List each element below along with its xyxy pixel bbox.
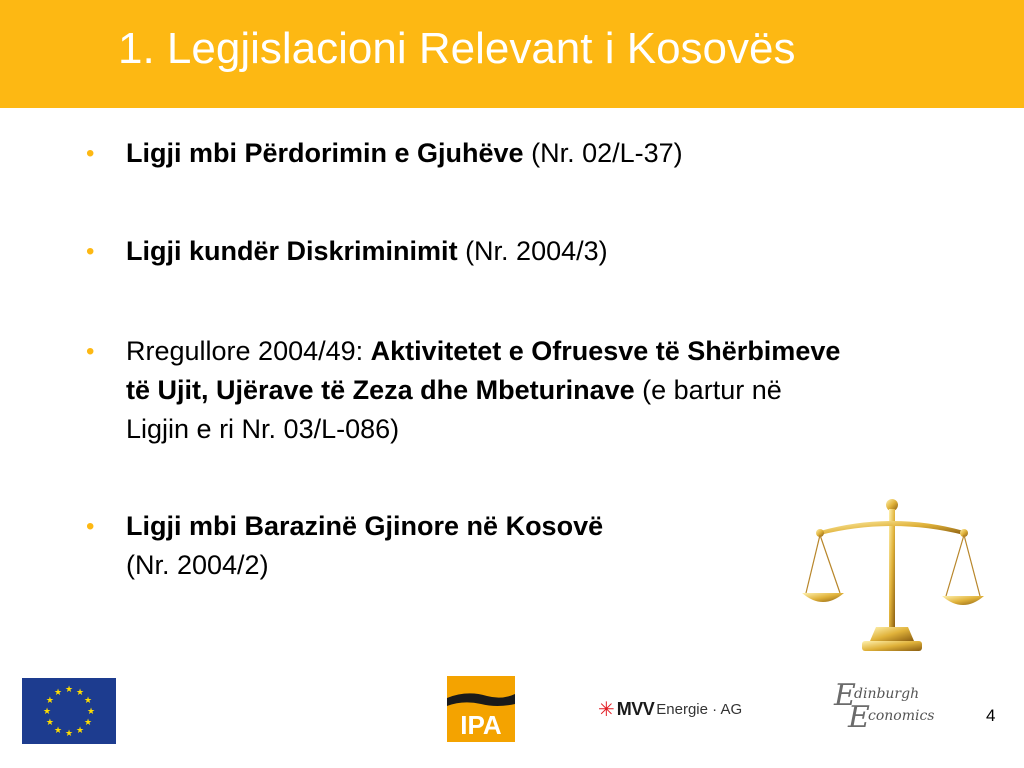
eu-star-icon: ★ [45, 717, 54, 727]
eu-star-icon: ★ [45, 695, 54, 705]
eu-star-icon: ★ [86, 706, 96, 716]
bullet-bold-text: Ligji mbi Barazinë Gjinore në Kosovë [126, 511, 604, 541]
bullet-bold-text: Ligji kundër Diskriminimit [126, 236, 458, 266]
bullet-prefix-text: Rregullore 2004/49: [126, 336, 371, 366]
bullet-normal-text: (Nr. 02/L-37) [523, 138, 683, 168]
mvv-energie-logo [598, 698, 742, 720]
slide-title: 1. Legjislacioni Relevant i Kosovës [118, 24, 796, 73]
eu-star-icon: ★ [84, 695, 93, 705]
bullet-text [126, 507, 886, 585]
ed-logo-word: dinburgh [854, 686, 920, 702]
bullet-marker: • [86, 140, 95, 167]
bullet-normal-text: (Nr. 2004/3) [457, 236, 608, 266]
eu-flag-logo [22, 678, 116, 744]
bullet-bold-text: Aktivitetet e Ofruesve të Shërbimeve të Ujit, Ujërave të Zeza dhe Mbeturinave [126, 336, 841, 405]
bullet-text [126, 332, 846, 449]
eu-star-icon: ★ [84, 717, 93, 727]
mvv-star-icon: ✳ [598, 698, 615, 721]
bullet-bold-text: Ligji mbi Përdorimin e Gjuhëve [126, 138, 524, 168]
ipa-logo [447, 676, 515, 742]
title-bar [0, 0, 1024, 108]
ed-logo-word: conomics [868, 708, 935, 724]
eu-star-icon: ★ [75, 686, 85, 697]
eu-star-icon: ★ [64, 684, 74, 694]
eu-star-icon: ★ [42, 706, 52, 716]
bullet-text [126, 134, 886, 173]
edinburgh-economics-logo [834, 678, 944, 740]
ed-logo-letter: E [834, 678, 856, 713]
bullet-normal-text: (e bartur në Ligjin e ri Nr. 03/L-086) [126, 375, 782, 444]
bullet-text [126, 232, 886, 271]
bullet-marker: • [86, 338, 95, 365]
bullet-marker: • [86, 513, 95, 540]
ipa-logo-text: IPA [460, 710, 502, 740]
eu-star-icon: ★ [53, 686, 63, 697]
ed-logo-letter: E [848, 700, 870, 735]
eu-star-icon: ★ [53, 725, 63, 736]
bullet-normal-text: (Nr. 2004/2) [126, 550, 269, 580]
page-number: 4 [986, 706, 996, 725]
eu-star-icon: ★ [64, 728, 74, 738]
footer [0, 668, 1024, 768]
eu-star-icon: ★ [75, 725, 85, 736]
mvv-logo-name: MVV [616, 698, 655, 719]
scales-of-justice-icon [800, 493, 985, 656]
mvv-logo-suffix: Energie · AG [656, 700, 743, 718]
bullet-marker: • [86, 238, 95, 265]
